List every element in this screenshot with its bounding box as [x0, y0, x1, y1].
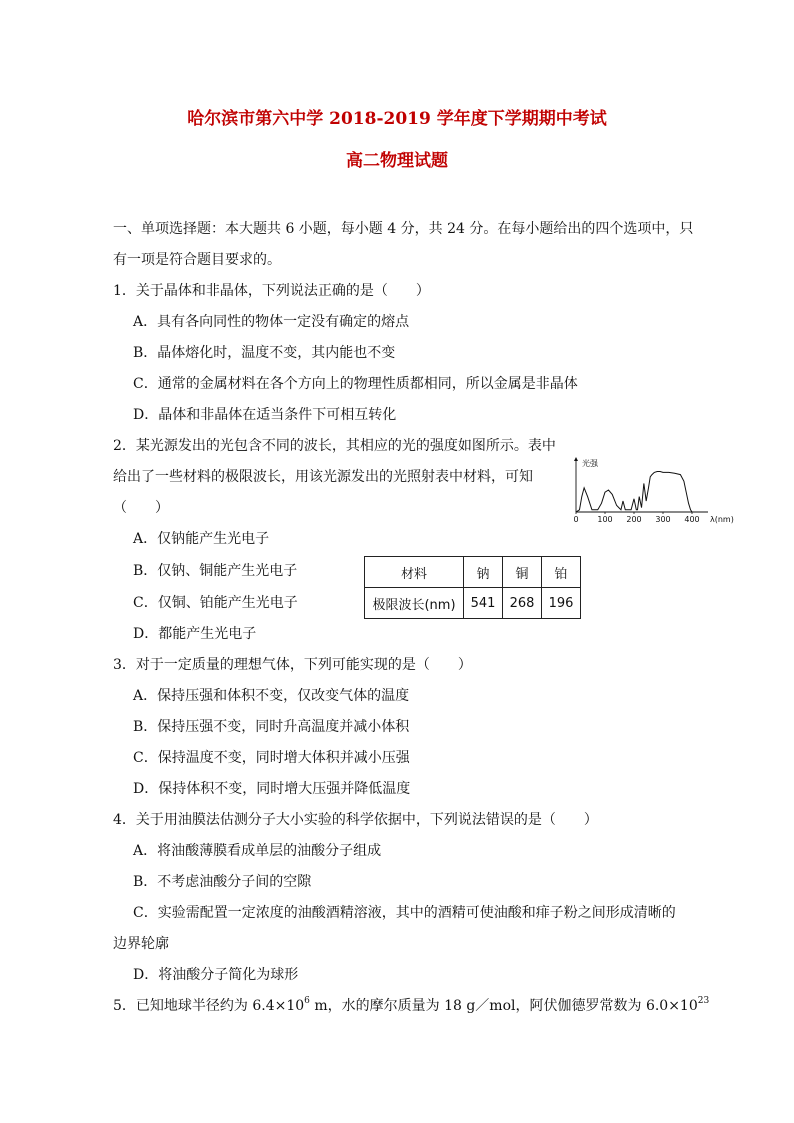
- x-tick-label: 400: [684, 515, 700, 524]
- q1-option-d: D．晶体和非晶体在适当条件下可相互转化: [133, 407, 397, 423]
- q1-option-c: C．通常的金属材料在各个方向上的物理性质都相同，所以金属是非晶体: [133, 376, 578, 392]
- q2-stem-line3: （ ）: [113, 500, 169, 516]
- q2-option-c: C．仅铜、铂能产生光电子: [133, 595, 298, 611]
- q5-exponent-1: 6: [304, 996, 310, 1007]
- q5-exponent-2: 23: [697, 996, 710, 1007]
- q4-option-a: A．将油酸薄膜看成单层的油酸分子组成: [133, 843, 382, 859]
- q5-stem-part1: 5．已知地球半径约为 6.4×10: [113, 998, 305, 1014]
- q4-option-d: D．将油酸分子简化为球形: [133, 967, 299, 983]
- q4-option-c: C．实验需配置一定浓度的油酸酒精溶液，其中的酒精可使油酸和痱子粉之间形成清晰的: [133, 905, 676, 921]
- q2-option-a: A．仅钠能产生光电子: [133, 531, 270, 547]
- y-axis-arrow-icon: [574, 457, 578, 461]
- q2-stem-line1: 2．某光源发出的光包含不同的波长，其相应的光的强度如图所示。表中: [113, 438, 556, 454]
- q4-stem: 4．关于用油膜法估测分子大小实验的科学依据中，下列说法错误的是（ ）: [113, 812, 598, 828]
- table-row: [365, 557, 581, 588]
- q1-stem: 1．关于晶体和非晶体，下列说法正确的是（ ）: [113, 283, 430, 299]
- table-cell: 铂: [542, 557, 581, 588]
- q3-option-d: D．保持体积不变，同时增大压强并降低温度: [133, 781, 411, 797]
- q2-option-d: D．都能产生光电子: [133, 626, 257, 642]
- q2-stem-line2: 给出了一些材料的极限波长，用该光源发出的光照射表中材料，可知: [113, 469, 533, 485]
- light-intensity-spectrum-chart: [568, 456, 748, 528]
- intensity-curve: [576, 472, 692, 512]
- table-cell: 极限波长(nm): [365, 588, 464, 619]
- y-axis-label: 光强: [582, 459, 598, 468]
- q1-option-a: A．具有各向同性的物体一定没有确定的熔点: [133, 314, 410, 330]
- q2-option-b: B．仅钠、铜能产生光电子: [133, 563, 298, 579]
- table-cell: 268: [503, 588, 542, 619]
- q4-option-b: B．不考虑油酸分子间的空隙: [133, 874, 312, 890]
- exam-title: 哈尔滨市第六中学 2018-2019 学年度下学期期中考试: [187, 109, 607, 129]
- table-cell: 材料: [365, 557, 464, 588]
- x-tick-label: 300: [655, 515, 671, 524]
- exam-subtitle: 高二物理试题: [346, 151, 448, 171]
- q3-option-a: A．保持压强和体积不变，仅改变气体的温度: [133, 688, 410, 704]
- q1-option-b: B．晶体熔化时，温度不变，其内能也不变: [133, 345, 396, 361]
- q3-option-b: B．保持压强不变，同时升高温度并减小体积: [133, 719, 410, 735]
- table-cell: 541: [464, 588, 503, 619]
- section-instruction-line1: 一、单项选择题：本大题共 6 小题，每小题 4 分，共 24 分。在每小题给出的四个选项中，只: [113, 221, 694, 237]
- table-cell: 钠: [464, 557, 503, 588]
- q5-stem-part2: m，水的摩尔质量为 18 g／mol，阿伏伽德罗常数为 6.0×10: [309, 998, 698, 1014]
- x-axis-label: λ(nm): [710, 515, 734, 524]
- table-row: [365, 588, 581, 619]
- x-tick-label: 200: [626, 515, 642, 524]
- table-cell: 196: [542, 588, 581, 619]
- limit-wavelength-table: [364, 556, 581, 619]
- x-tick-label: 0: [573, 515, 579, 524]
- section-instruction-line2: 有一项是符合题目要求的。: [113, 252, 281, 268]
- q4-option-c-continued: 边界轮廓: [113, 936, 169, 952]
- table-cell: 铜: [503, 557, 542, 588]
- q3-stem: 3．对于一定质量的理想气体，下列可能实现的是（ ）: [113, 657, 472, 673]
- x-tick-label: 100: [597, 515, 613, 524]
- q3-option-c: C．保持温度不变，同时增大体积并减小压强: [133, 750, 410, 766]
- q5-stem: [113, 996, 709, 1016]
